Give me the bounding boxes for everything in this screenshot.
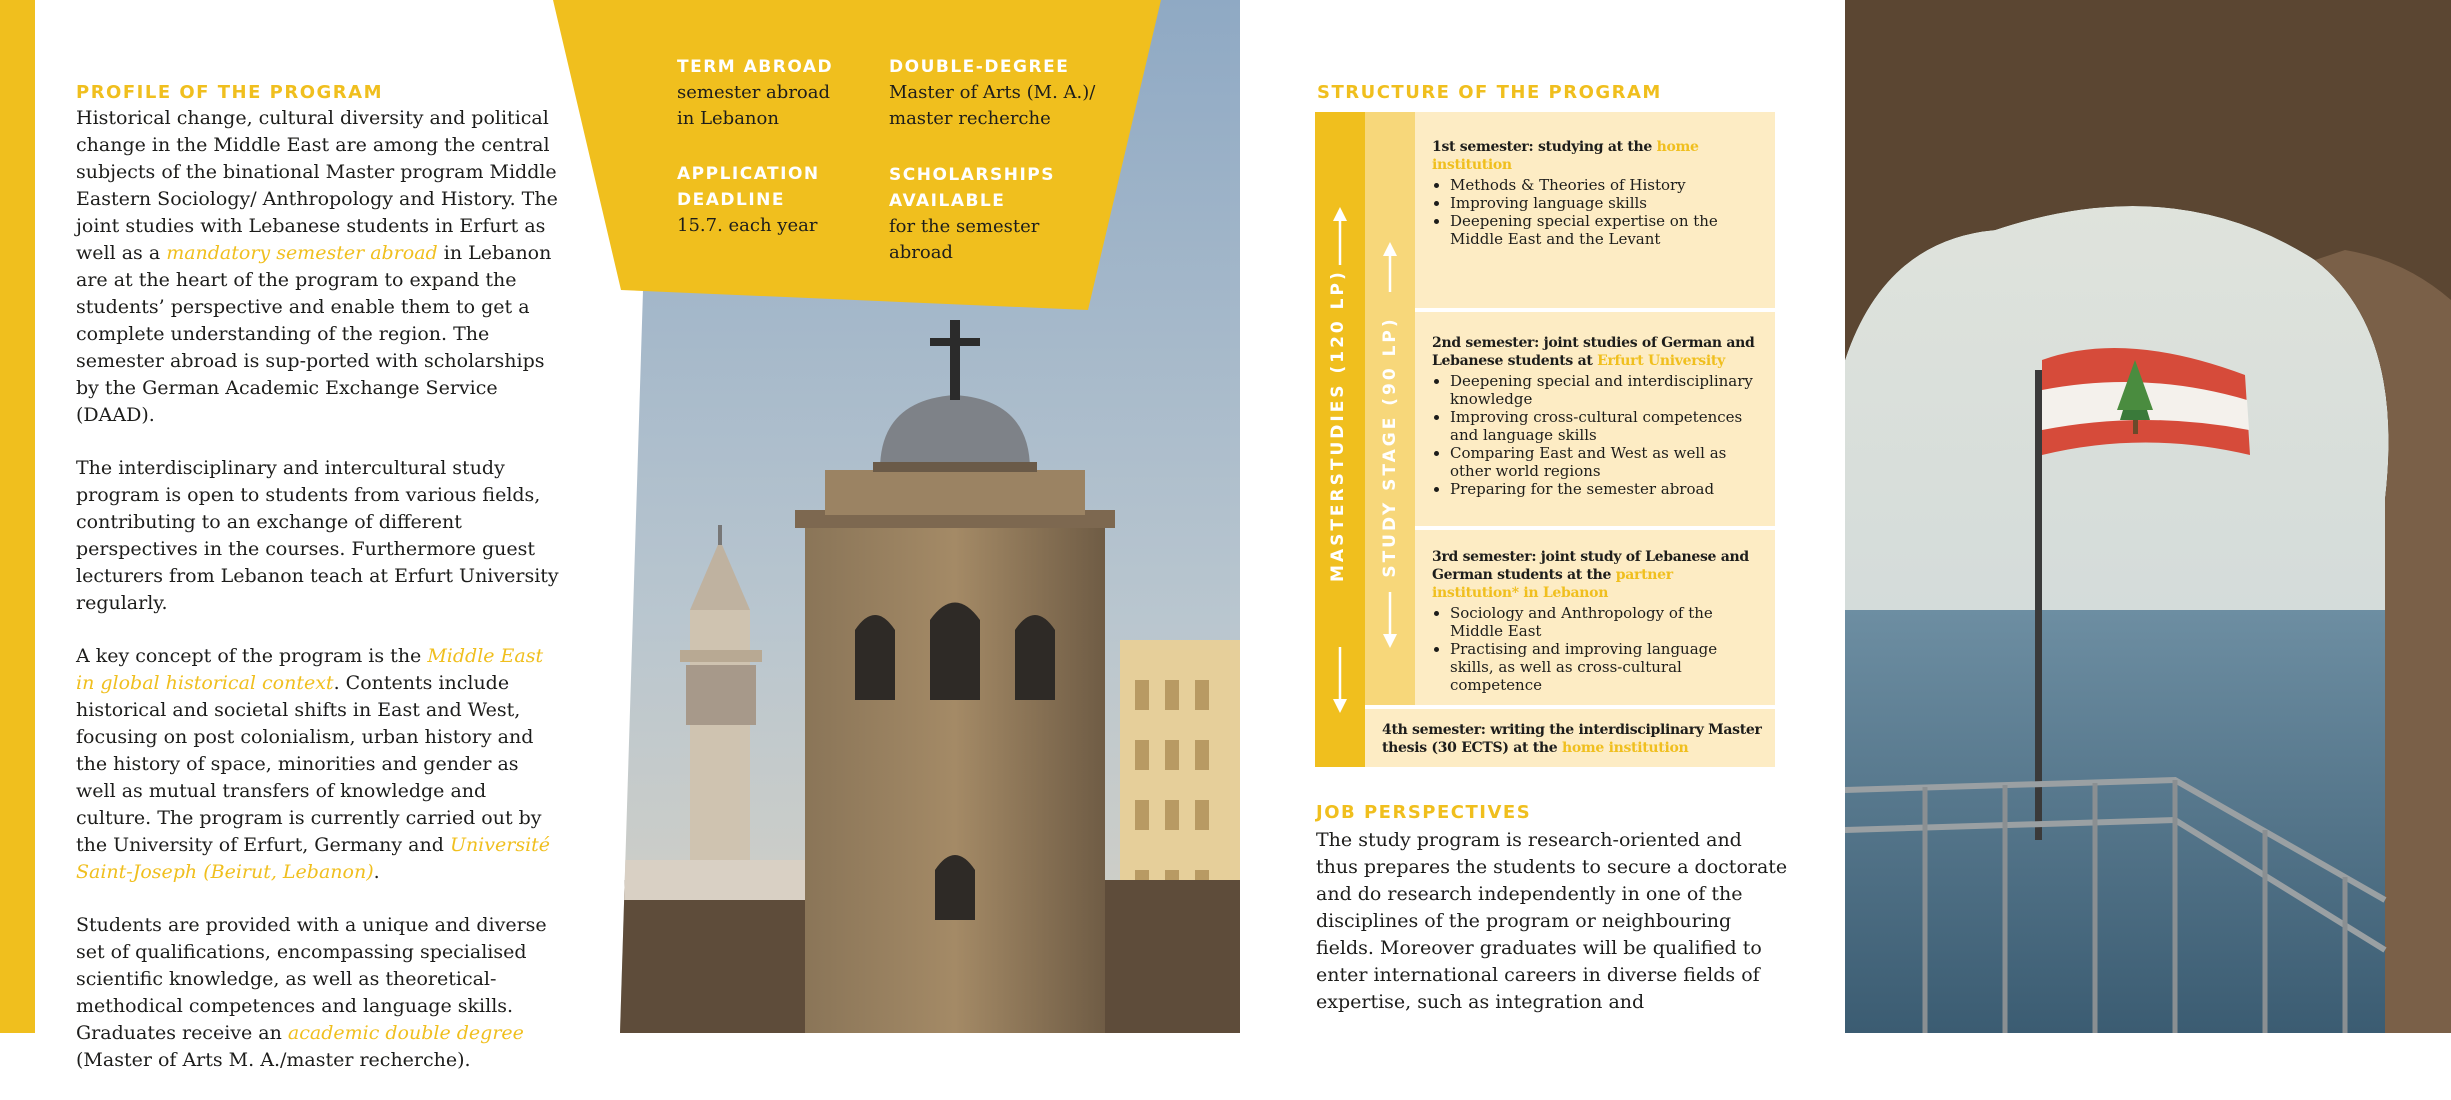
study-stage-arrows-icon xyxy=(1377,242,1403,662)
job-heading: JOB PERSPECTIVES xyxy=(1316,802,1532,823)
list-item: • Improving cross-cultural competences and language skills xyxy=(1450,408,1763,444)
semester-1-list xyxy=(1432,176,1763,248)
profile-section xyxy=(76,82,560,1100)
list-item: • Methods & Theories of History xyxy=(1450,176,1763,194)
left-accent-bar xyxy=(0,0,35,1033)
job-text: The study program is research-oriented and thus prepares the students to secure a doctorate and do research independently in one of the disciplines of the program or neighbouring fields. Moreover graduates will be qualified to enter international careers in diverse fields of expertise, such as integration and xyxy=(1316,829,1788,1013)
semester-4-cell xyxy=(1365,709,1775,767)
job-section xyxy=(1316,802,1788,1016)
list-item: • Improving language skills xyxy=(1450,194,1763,212)
masterstudies-label: MASTERSTUDIES (120 LP) xyxy=(1328,269,1348,582)
semester-2-list xyxy=(1432,372,1763,498)
lebanon-flag-illustration xyxy=(1845,0,2451,1033)
program-structure-diagram xyxy=(1315,112,1775,767)
profile-body xyxy=(76,105,560,1074)
lebanon-flag-photo xyxy=(1845,0,2451,1033)
semester-3-list xyxy=(1432,604,1763,694)
application-deadline-fact: APPLICATION DEADLINE 15.7. each year xyxy=(677,164,820,236)
profile-heading: PROFILE OF THE PROGRAM xyxy=(76,82,383,103)
semester-2-cell xyxy=(1415,312,1775,526)
profile-paragraph-3: A key concept of the program is the Middle East in global historical context. Contents include historical and societal shifts in East and West, focusing on post colonialism, urban history and the history of space, minorities and gender as well as mutual transfers of knowledge and culture. The program is currently carried out by the University of Erfurt, Germany and Université Saint-Joseph (Beirut, Lebanon). xyxy=(76,645,551,883)
masterstudies-arrows-icon xyxy=(1327,207,1353,767)
profile-paragraph-4: Students are provided with a unique and diverse set of qualifications, encompassing specialised scientific knowledge, as well as theoretical-methodical competences and language skills. Graduates receive an academic double degree (Master of Arts M. A./master recherche). xyxy=(76,914,547,1071)
semester-3-cell xyxy=(1415,530,1775,705)
list-item: • Comparing East and West as well as other world regions xyxy=(1450,444,1763,480)
scholarships-fact: SCHOLARSHIPS AVAILABLE for the semester abroad xyxy=(889,165,1055,263)
semester-1-cell xyxy=(1415,112,1775,308)
structure-heading: STRUCTURE OF THE PROGRAM xyxy=(1317,82,1662,103)
list-item: • Preparing for the semester abroad xyxy=(1450,480,1763,498)
list-item: • Deepening special and interdisciplinary knowledge xyxy=(1450,372,1763,408)
semester-2-title: 2nd semester: joint studies of German and Lebanese students at Erfurt University xyxy=(1432,335,1755,369)
list-item: • Deepening special expertise on the Middle East and the Levant xyxy=(1450,212,1763,248)
double-degree-link: academic double degree xyxy=(287,1022,524,1044)
study-stage-label: STUDY STAGE (90 LP) xyxy=(1380,316,1400,578)
double-degree-fact: DOUBLE-DEGREE Master of Arts (M. A.)/ master recherche xyxy=(889,57,1096,129)
profile-paragraph-1: Historical change, cultural diversity and political change in the Middle East are among the central subjects of the binational Master program Middle Eastern Sociology/ Anthropology and History. The joint studies with Lebanese students in Erfurt as well as a mandatory semester abroad in Lebanon are at the heart of the program to expand the students’ perspective and enable them to get a complete understanding of the region. The semester abroad is sup-ported with scholarships by the German Academic Exchange Service (DAAD). xyxy=(76,107,558,426)
semester-1-title: 1st semester: studying at the home institution xyxy=(1432,139,1699,173)
usj-link: Université Saint-Joseph (Beirut, Lebanon) xyxy=(76,834,551,883)
term-abroad-fact: TERM ABROAD semester abroad in Lebanon xyxy=(677,57,834,129)
mandatory-semester-link: mandatory semester abroad xyxy=(166,242,438,264)
middle-east-context-link: Middle East in global historical context xyxy=(76,645,544,694)
profile-paragraph-2: The interdisciplinary and intercultural study program is open to students from various fields, contributing to an exchange of different perspectives in the courses. Furthermore guest lecturers from Lebanon teach at Erfurt University regularly. xyxy=(76,457,559,614)
semester-4-title: 4th semester: writing the interdisciplinary Master thesis (30 ECTS) at the home institution xyxy=(1382,722,1762,756)
list-item: • Practising and improving language skills, as well as cross-cultural competence xyxy=(1450,640,1763,694)
key-facts-box xyxy=(553,0,1161,310)
semester-3-title: 3rd semester: joint study of Lebanese and German students at the partner institution* in Lebanon xyxy=(1432,549,1749,601)
list-item: • Sociology and Anthropology of the Middle East xyxy=(1450,604,1763,640)
